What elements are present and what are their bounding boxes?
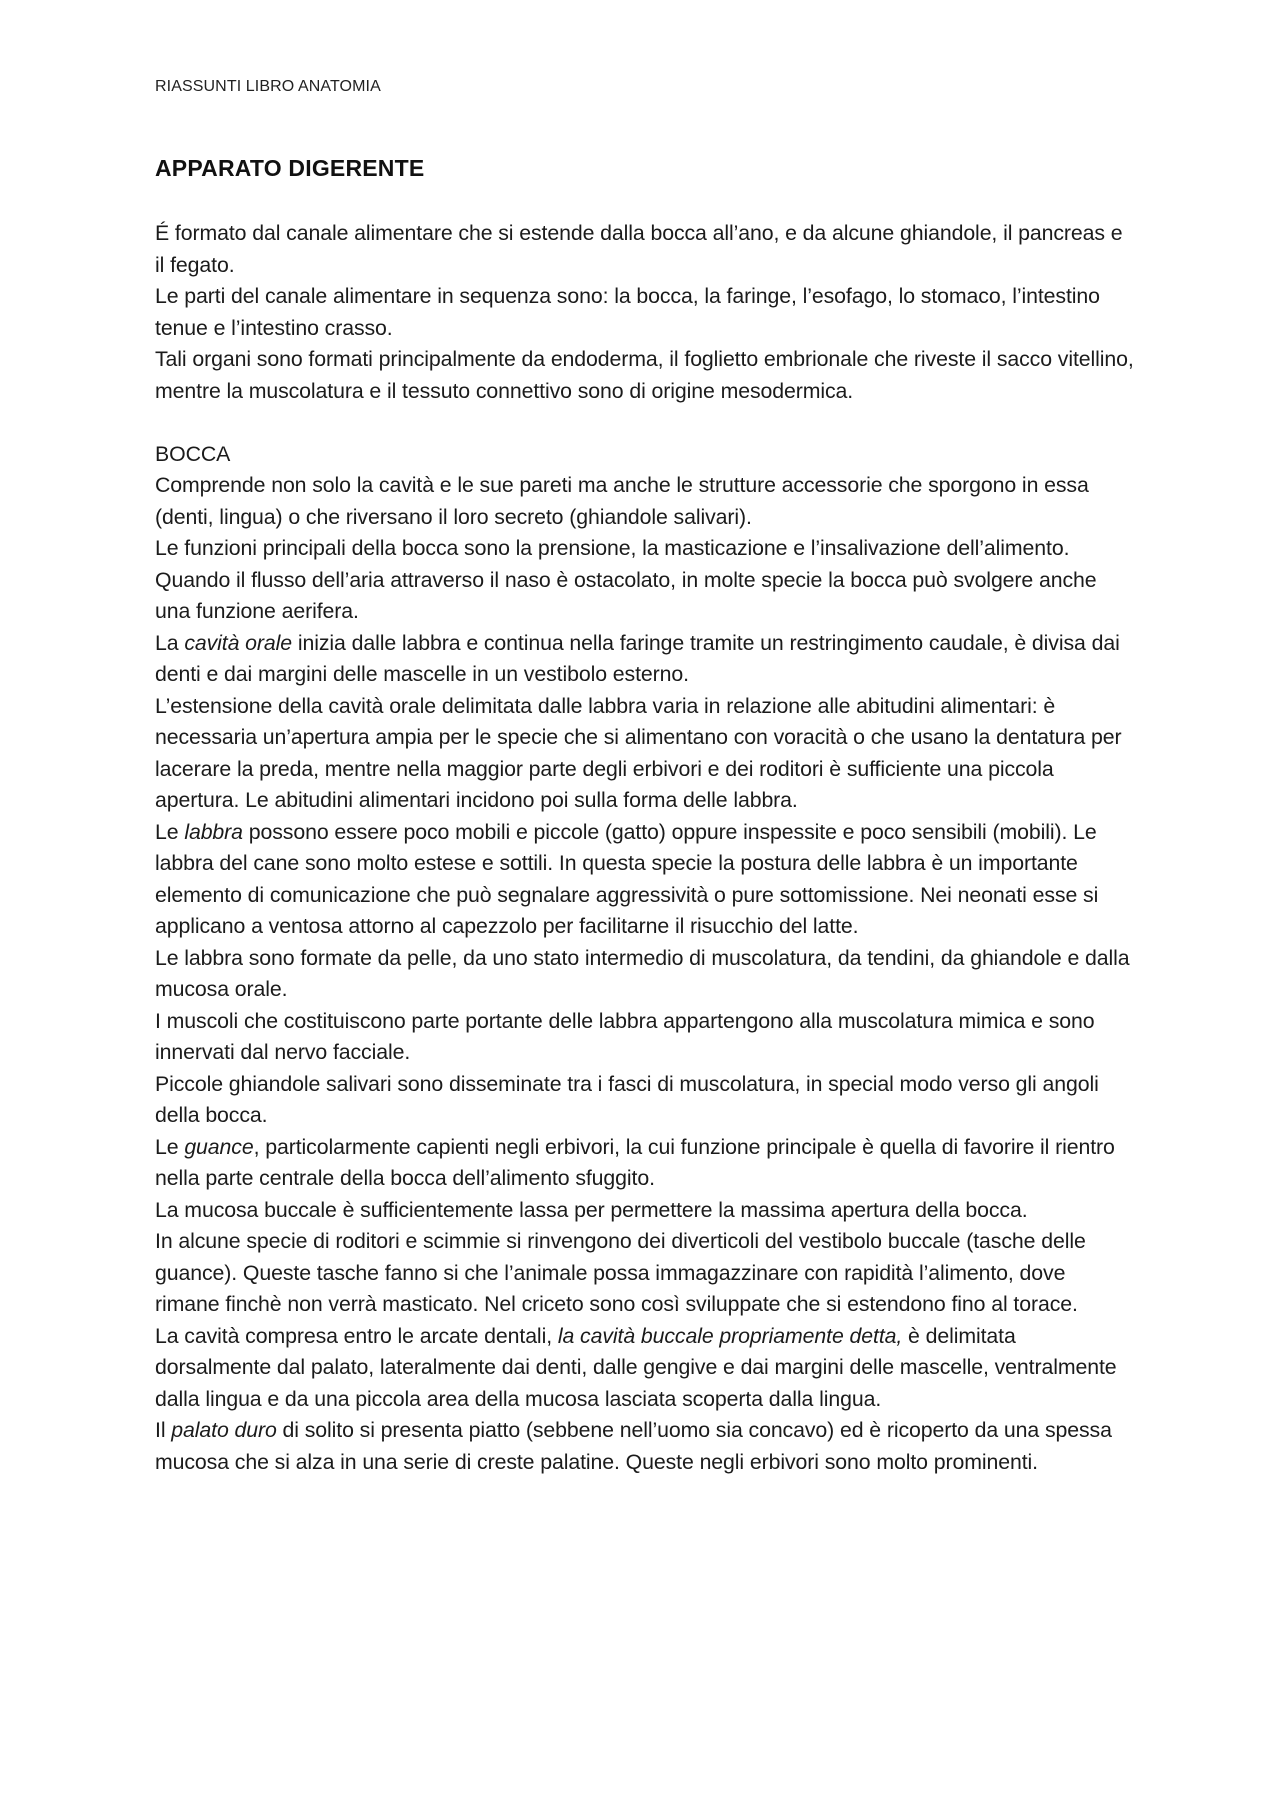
paragraph-text: Il (155, 1418, 172, 1442)
body-paragraph: Le funzioni principali della bocca sono la prensione, la masticazione e l’insalivazione dell’alimento. Quando il flusso dell’aria attraverso il naso è ostacolato, in molte specie la bocca può svolgere anche una funzione aerifera. (155, 536, 1097, 623)
paragraph-text: Le (155, 1134, 185, 1159)
body-paragraph (155, 1132, 1135, 1195)
intro-paragraph: Le parti del canale alimentare in sequenza sono: la bocca, la faringe, l’esofago, lo stomaco, l’intestino tenue e l’intestino crasso. (155, 284, 1100, 340)
paragraph-text: possono essere poco mobili e piccole (gatto) oppure inspessite e poco sensibili (mobili). Le labbra del cane sono molto estese e sottili. In questa specie la postura delle labbra è un importante elemento di comunicazione che può segnalare aggressività o pure sottomissione. Nei neonati esse si applicano a ventosa attorno al capezzolo per facilitarne il risucchio del latte. (155, 819, 1099, 938)
paragraph-text: inizia dalle labbra e continua nella faringe tramite un restringimento caudale, è divisa dai denti e dai margini delle mascelle in un vestibolo esterno. (155, 630, 1120, 686)
body-paragraph: Piccole ghiandole salivari sono disseminate tra i fasci di muscolatura, in special modo verso gli angoli della bocca. (155, 1071, 1099, 1127)
running-header: RIASSUNTI LIBRO ANATOMIA (155, 78, 381, 95)
italic-term: cavità orale (184, 630, 293, 655)
body-paragraph: Le labbra sono formate da pelle, da uno stato intermedio di muscolatura, da tendini, da ghiandole e dalla mucosa orale. (155, 945, 1130, 1001)
body-paragraph: I muscoli che costituiscono parte portante delle labbra appartengono alla muscolatura mimica e sono innervati dal nervo facciale. (155, 1008, 1095, 1064)
section-heading: BOCCA (155, 441, 231, 466)
intro-paragraph: É formato dal canale alimentare che si estende dalla bocca all’ano, e da alcune ghiandole, il pancreas e il fegato. (155, 221, 1123, 277)
body-paragraph: L’estensione della cavità orale delimitata dalle labbra varia in relazione alle abitudini alimentari: è necessaria un’apertura ampia per le specie che si alimentano con voracità o che usano la dentatura per lacerare la preda, mentre nella maggior parte degli erbivori e dei roditori è sufficiente una piccola apertura. Le abitudini alimentari incidono poi sulla forma delle labbra. (155, 693, 1122, 812)
document-body (155, 218, 1135, 1478)
paragraph-text: è delimitata dorsalmente dal palato, lateralmente dai denti, dalle gengive e dai margini delle mascelle, ventralmente dalla lingua e da una piccola area della mucosa lasciata scoperta dalla lingua. (155, 1323, 1117, 1411)
italic-term: la cavità buccale propriamente detta, (557, 1323, 903, 1348)
body-paragraph (155, 1415, 1135, 1478)
body-paragraph (155, 817, 1135, 943)
body-paragraph: In alcune specie di roditori e scimmie si rinvengono dei diverticoli del vestibolo buccale (tasche delle guance). Queste tasche fanno si che l’animale possa immagazzinare con rapidità l’alimento, dove rimane finchè non verrà masticato. Nel criceto sono così sviluppate che si estendono fino al torace. (155, 1229, 1086, 1316)
italic-term: palato duro (171, 1418, 277, 1442)
paragraph-text: di solito si presenta piatto (sebbene nell’uomo sia concavo) ed è ricoperto da una spessa mucosa che si alza in una serie di creste palatine. Queste negli erbivori sono molto prominenti. (155, 1418, 1112, 1474)
document-title: APPARATO DIGERENTE (155, 155, 425, 181)
paragraph-text: , particolarmente capienti negli erbivori, la cui funzione principale è quella di favorire il rientro nella parte centrale della bocca dell’alimento sfuggito. (155, 1134, 1115, 1190)
paragraph-spacer (155, 407, 1135, 439)
paragraph-text: La (155, 630, 185, 655)
body-paragraph: Comprende non solo la cavità e le sue pareti ma anche le strutture accessorie che sporgono in essa (denti, lingua) o che riversano il loro secreto (ghiandole salivari). (155, 473, 1089, 529)
paragraph-text: La cavità compresa entro le arcate dentali, (155, 1323, 558, 1348)
intro-paragraph: Tali organi sono formati principalmente da endoderma, il foglietto embrionale che riveste il sacco vitellino, mentre la muscolatura e il tessuto connettivo sono di origine mesodermica. (155, 347, 1134, 403)
body-paragraph: La mucosa buccale è sufficientemente lassa per permettere la massima apertura della bocca. (155, 1197, 1028, 1222)
body-paragraph (155, 1321, 1135, 1416)
italic-term: labbra (184, 819, 243, 844)
paragraph-text: Le (155, 819, 185, 844)
italic-term: guance (184, 1134, 254, 1159)
body-paragraph (155, 628, 1135, 691)
